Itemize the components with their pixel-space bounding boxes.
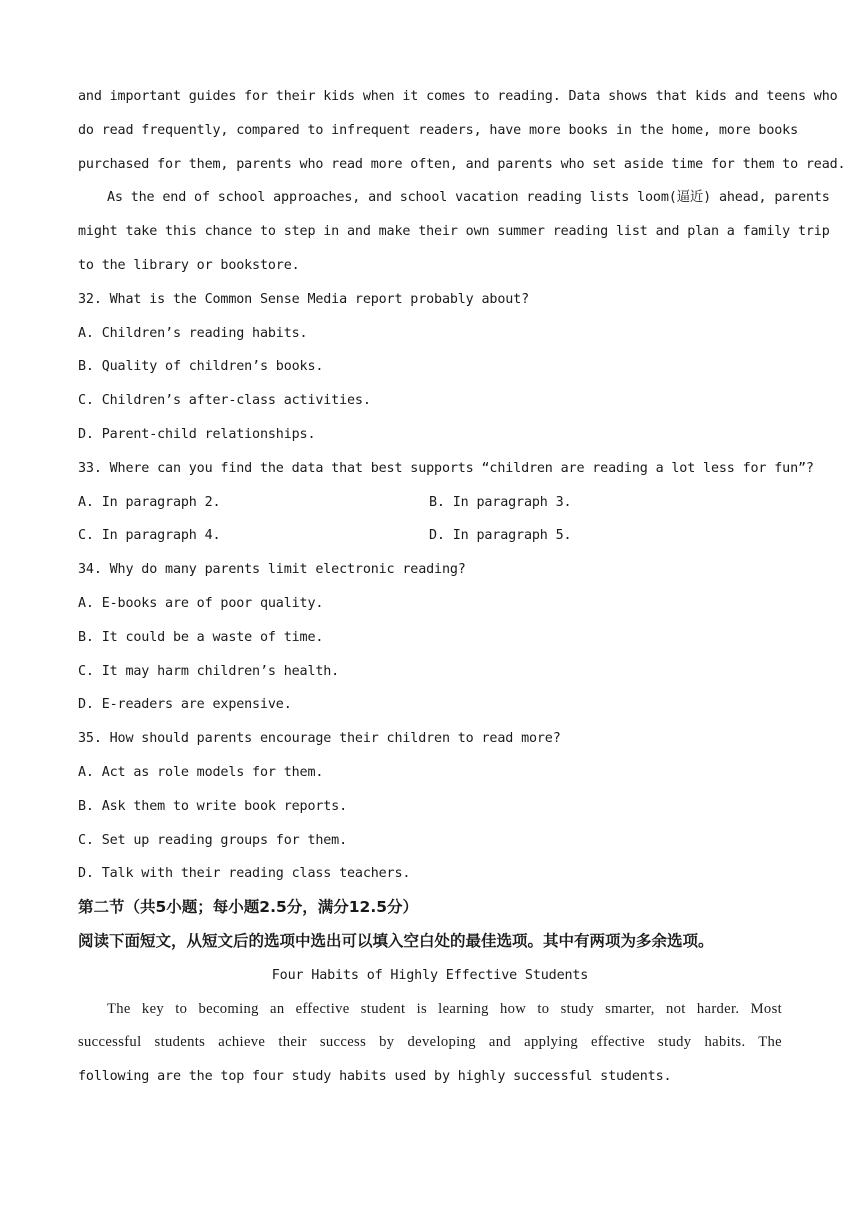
option-row	[78, 486, 782, 520]
passage-line: The key to becoming an effective student is learning how to study smarter, not harder. Most	[107, 1000, 782, 1017]
option-b: B. It could be a waste of time.	[78, 629, 324, 645]
option-c: C. Set up reading groups for them.	[78, 832, 348, 848]
option-b: B. Quality of children’s books.	[78, 359, 324, 375]
passage-line: might take this chance to step in and make their own summer reading list and plan a family trip	[78, 224, 830, 240]
question-35	[78, 722, 782, 891]
passage-line: to the library or bookstore.	[78, 257, 300, 273]
question-32	[78, 283, 782, 452]
question-34	[78, 553, 782, 722]
reading-passage	[78, 80, 846, 283]
section-2	[78, 891, 782, 1094]
passage-title: Four Habits of Highly Effective Students	[271, 967, 589, 983]
option-a: A. Children’s reading habits.	[78, 325, 308, 341]
section-instruction: 阅读下面短文，从短文后的选项中选出可以填入空白处的最佳选项。其中有两项为多余选项。	[78, 931, 714, 950]
passage-line: and important guides for their kids when it comes to reading. Data shows that kids and teens who	[78, 89, 838, 104]
option-a: A. Act as role models for them.	[78, 764, 324, 780]
option-c: C. It may harm children’s health.	[78, 663, 340, 679]
passage-line: purchased for them, parents who read more often, and parents who set aside time for them to read.	[78, 156, 846, 172]
passage-line: following are the top four study habits used by highly successful students.	[78, 1069, 672, 1085]
passage-line: successful students achieve their success by developing and applying effective study habits. The	[78, 1034, 782, 1051]
option-d: D. Talk with their reading class teachers.	[78, 866, 411, 882]
option-d: D. In paragraph 5.	[429, 528, 572, 544]
option-b: B. In paragraph 3.	[429, 494, 572, 510]
option-c: C. In paragraph 4.	[78, 528, 221, 544]
option-row	[78, 519, 782, 553]
option-b: B. Ask them to write book reports.	[78, 798, 348, 814]
question-stem: 35. How should parents encourage their children to read more?	[78, 731, 561, 747]
option-a: A. In paragraph 2.	[78, 494, 221, 510]
question-stem: 32. What is the Common Sense Media report probably about?	[78, 291, 529, 307]
passage-line: As the end of school approaches, and school vacation reading lists loom(逼近) ahead, parents	[107, 190, 830, 206]
document-page	[78, 80, 846, 1094]
question-stem: 34. Why do many parents limit electronic reading?	[78, 562, 466, 578]
option-d: D. E-readers are expensive.	[78, 697, 292, 713]
option-a: A. E-books are of poor quality.	[78, 595, 324, 611]
passage-line: do read frequently, compared to infrequent readers, have more books in the home, more books	[78, 122, 798, 138]
section-heading: 第二节（共5小题；每小题2.5分，满分12.5分）	[78, 898, 418, 917]
option-d: D. Parent-child relationships.	[78, 426, 316, 442]
option-c: C. Children’s after-class activities.	[78, 393, 371, 409]
question-stem: 33. Where can you find the data that best supports “children are reading a lot less for fun”?	[78, 460, 814, 476]
question-33	[78, 452, 814, 553]
